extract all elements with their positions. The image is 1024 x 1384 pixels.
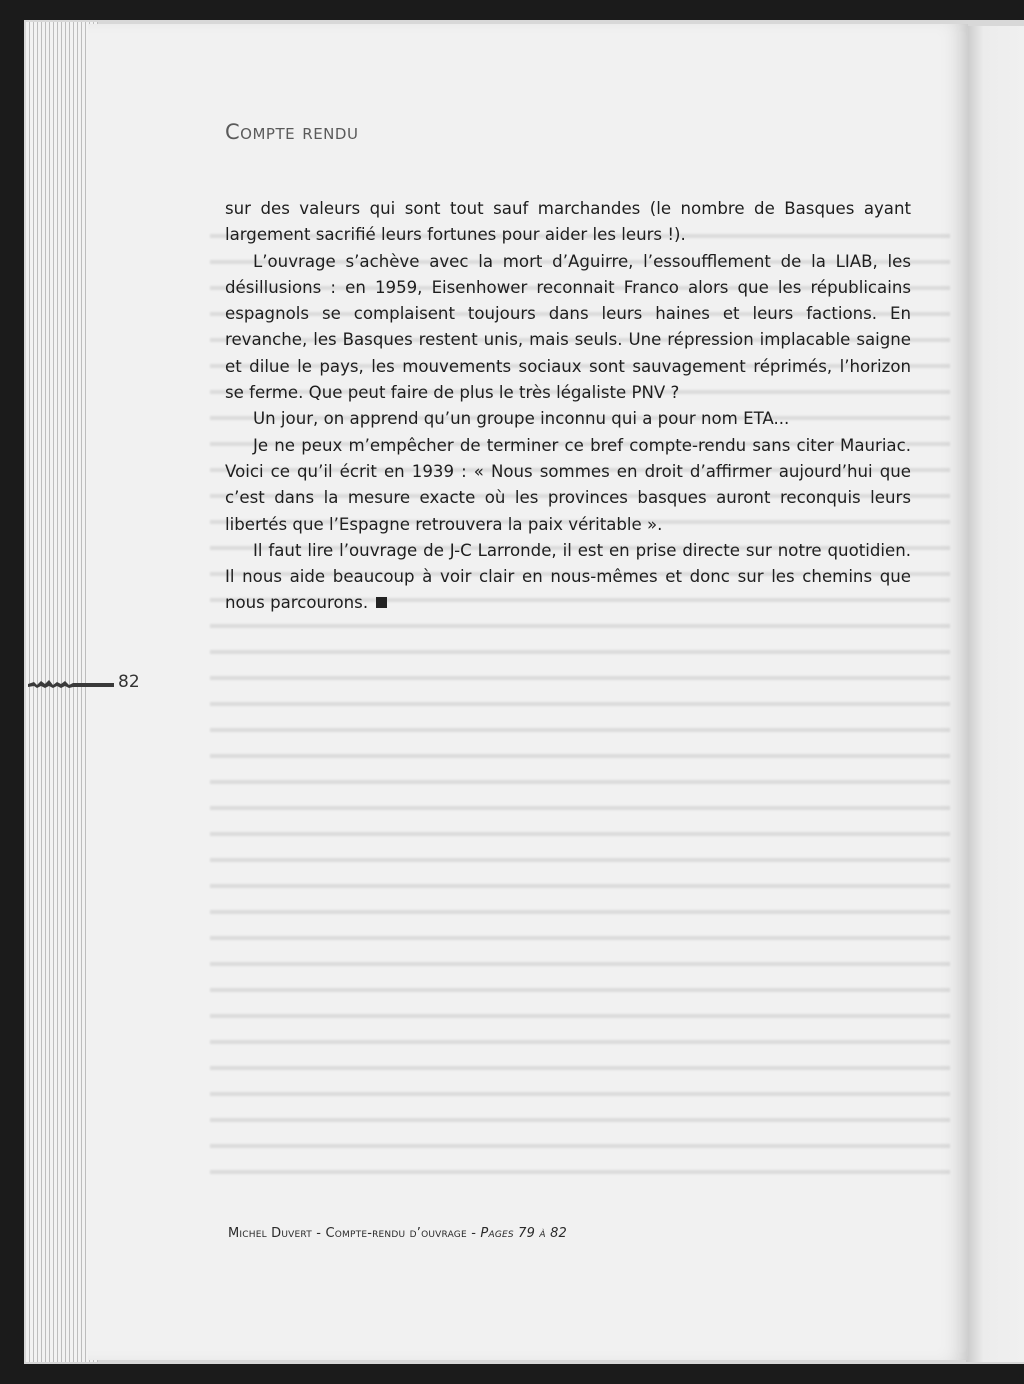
footer-separator-1: - — [311, 1226, 326, 1241]
article-body — [225, 196, 911, 617]
end-of-article-square-icon — [376, 597, 387, 608]
footer-section: Compte-rendu d’ouvrage — [325, 1226, 467, 1241]
footer-pages: Pages 79 à 82 — [480, 1226, 568, 1241]
paragraph-5-text: Il faut lire l’ouvrage de J-C Larronde, il est en prise directe sur notre quotidien. Il nous aide beaucoup à voir clair en nous-mêmes et donc sur les chemins que nous parcourons. — [225, 540, 911, 613]
paragraph-3: Un jour, on apprend qu’un groupe inconnu qui a pour nom ETA... — [253, 409, 790, 429]
facing-page-edge — [966, 26, 1024, 1362]
thumb-index-mark — [28, 678, 114, 690]
page-number: 82 — [118, 672, 140, 692]
paragraph-5 — [225, 538, 911, 617]
footer-author: Michel Duvert — [228, 1226, 312, 1241]
paragraph-1: sur des valeurs qui sont tout sauf marchandes (le nombre de Basques ayant largement sacrifié leurs fortunes pour aider les leurs !). — [225, 199, 911, 245]
running-header: Compte rendu — [225, 120, 359, 144]
paragraph-2: L’ouvrage s’achève avec la mort d’Aguirre, l’essoufflement de la LIAB, les désillusions : en 1959, Eisenhower reconnait Franco alors que les républicains espagnols se complaisent toujours dans leurs haines et leurs factions. En revanche, les Basques restent unis, mais seuls. Une répression implacable saigne et dilue le pays, les mouvements sociaux sont sauvagement réprimés, l’horizon se ferme. Que peut faire de plus le très légaliste PNV ? — [225, 251, 911, 403]
footer-separator-2: - — [466, 1226, 481, 1241]
paragraph-4: Je ne peux m’empêcher de terminer ce bref compte-rendu sans citer Mauriac. Voici ce qu’il écrit en 1939 : « Nous sommes en droit d’affirmer aujourd’hui que c’est dans la mesure exacte où les provinces basques auront reconquis leurs libertés que l’Espagne retrouvera la paix véritable ». — [225, 435, 911, 534]
running-footer — [228, 1226, 567, 1241]
